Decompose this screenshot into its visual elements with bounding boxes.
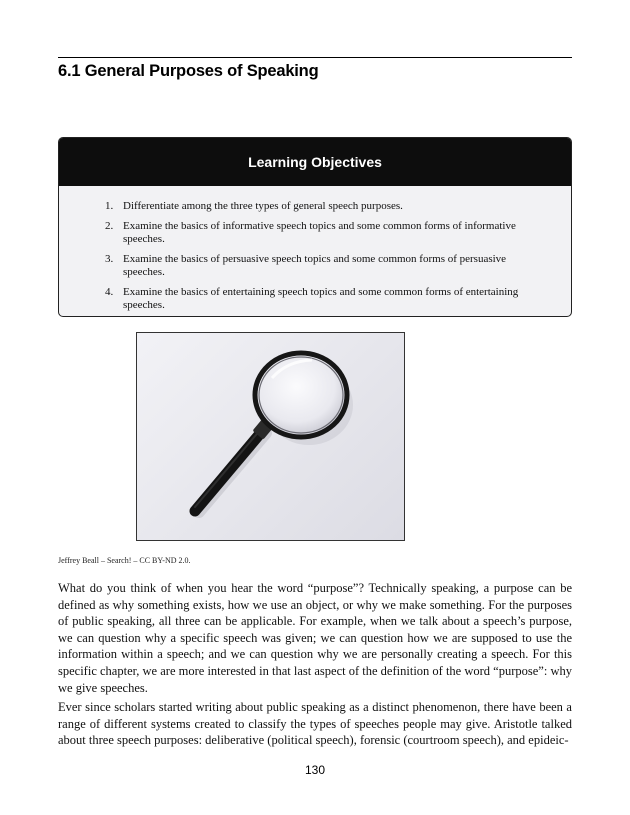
objective-item: [59, 286, 572, 313]
objective-number: 4.: [105, 285, 114, 298]
objective-item: [59, 200, 572, 214]
objective-text: Differentiate among the three types of general speech purposes.: [123, 200, 403, 212]
body-paragraph: Ever since scholars started writing about public speaking as a distinct phenomenon, there have been a range of different systems created to classify the types of speeches people may give. Aristotle talked about three speech purposes: deliberative (political speech), forensic (courtroom speech), and epideic-: [58, 700, 572, 748]
figure-caption: Jeffrey Beall – Search! – CC BY-ND 2.0.: [58, 556, 191, 565]
objective-number: 3.: [105, 252, 114, 265]
objective-text: Examine the basics of informative speech topics and some common forms of informative speeches.: [123, 219, 516, 245]
learning-objectives-list: [59, 200, 572, 317]
objective-item: [59, 253, 572, 280]
learning-objectives-box: [58, 137, 572, 317]
magnifying-glass-icon: [137, 333, 404, 540]
objective-number: 1.: [105, 200, 114, 212]
learning-objectives-heading: Learning Objectives: [59, 138, 571, 186]
page-number: 130: [304, 763, 326, 777]
body-paragraph: What do you think of when you hear the word “purpose”? Technically speaking, a purpose can be defined as why something exists, how we use an object, or why we make something. For the purposes of public speaking, all three can be applicable. For example, when we talk about a speech’s purpose, we can question why a specific speech was given; we can question how we are supposed to use the information within a speech; and we can question why we are personally creating a speech. For this specific chapter, we are more interested in that last aspect of the definition of the word “purpose”: why we give speeches.: [58, 581, 572, 695]
title-rule: [58, 57, 572, 58]
objective-item: [59, 220, 572, 247]
section-title: 6.1 General Purposes of Speaking: [58, 62, 319, 80]
magnifying-glass-photo: [136, 332, 405, 541]
objective-text: Examine the basics of entertaining speech topics and some common forms of entertaining speeches.: [123, 285, 519, 311]
objective-number: 2.: [105, 219, 114, 232]
objective-text: Examine the basics of persuasive speech topics and some common forms of persuasive speeches.: [123, 252, 507, 278]
